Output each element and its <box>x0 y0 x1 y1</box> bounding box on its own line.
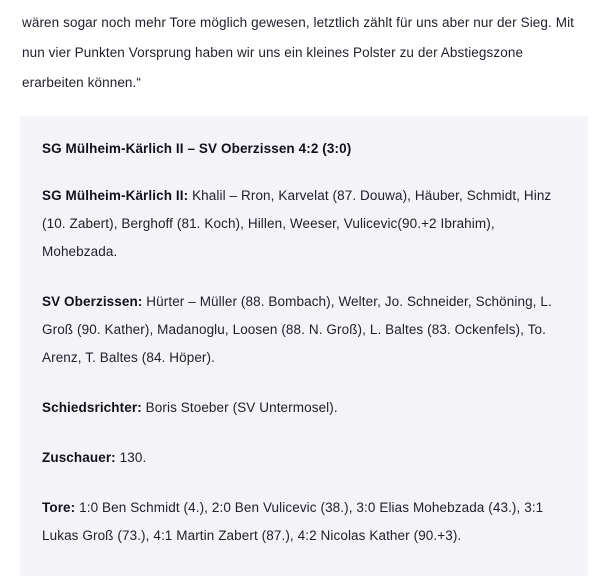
referee-value: Boris Stoeber (SV Untermosel). <box>145 400 338 415</box>
home-team-lineup: Khalil – Rron, Karvelat (87. Douwa), Häuber, Schmidt, Hinz (10. Zabert), Berghoff (81. Koch), Hillen, Weeser, Vulicevic(90.+2 Ibrahim), Mohebzada. <box>42 188 552 259</box>
article-intro <box>0 0 608 98</box>
referee-row <box>42 394 566 422</box>
away-team-label: SV Oberzissen: <box>42 294 143 309</box>
goals-value: 1:0 Ben Schmidt (4.), 2:0 Ben Vulicevic (38.), 3:0 Elias Mohebzada (43.), 3:1 Lukas Groß (73.), 4:1 Martin Zabert (87.), 4:2 Nicolas Kather (90.+3). <box>42 500 544 543</box>
away-lineup <box>42 288 566 372</box>
intro-paragraph: wären sogar noch mehr Tore möglich gewesen, letztlich zählt für uns aber nur der Sieg. Mit nun vier Punkten Vorsprung haben wir uns ein kleines Polster zu der Abstiegszone erarbeiten können.“ <box>22 15 575 90</box>
match-headline: SG Mülheim-Kärlich II – SV Oberzissen 4:2 (3:0) <box>42 141 352 156</box>
match-factbox <box>20 116 588 576</box>
spectators-row <box>42 444 566 472</box>
home-lineup <box>42 182 566 266</box>
referee-label: Schiedsrichter: <box>42 400 142 415</box>
goals-row <box>42 494 566 550</box>
away-team-lineup: Hürter – Müller (88. Bombach), Welter, Jo. Schneider, Schöning, L. Groß (90. Kather), Madanoglu, Loosen (88. N. Groß), L. Baltes (83. Ockenfels), To. Arenz, T. Baltes (84. Höper). <box>42 294 552 365</box>
spectators-value: 130. <box>119 450 147 465</box>
home-team-label: SG Mülheim-Kärlich II: <box>42 188 189 203</box>
spectators-label: Zuschauer: <box>42 450 116 465</box>
goals-label: Tore: <box>42 500 76 515</box>
